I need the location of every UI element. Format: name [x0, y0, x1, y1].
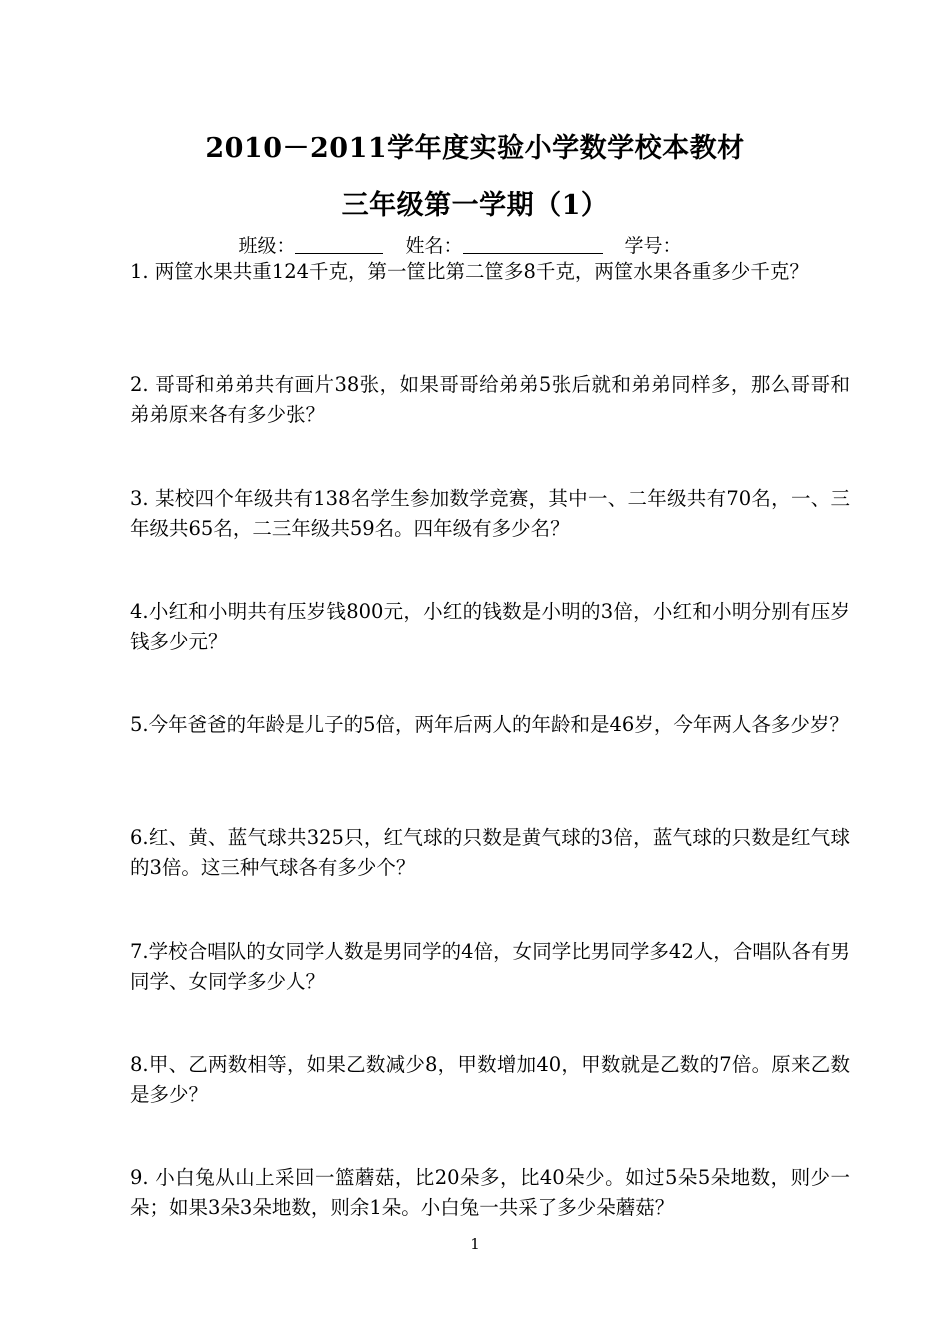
question-8: 8.甲、乙两数相等，如果乙数减少8，甲数增加40，甲数就是乙数的7倍。原来乙数是多少？ [130, 1053, 850, 1106]
question-2: 2. 哥哥和弟弟共有画片38张，如果哥哥给弟弟5张后就和弟弟同样多，那么哥哥和弟弟原来各有多少张？ [130, 373, 850, 426]
student-no-label: 学号： [624, 235, 682, 257]
name-label: 姓名： [405, 235, 463, 257]
class-blank[interactable] [295, 235, 383, 254]
question-1: 1. 两筐水果共重124千克，第一筐比第二筐多8千克，两筐水果各重多少千克？ [130, 260, 809, 283]
page-number: 1 [470, 1235, 480, 1253]
class-label: 班级： [238, 235, 296, 257]
question-4: 4.小红和小明共有压岁钱800元，小红的钱数是小明的3倍，小红和小明分别有压岁钱多少元？ [130, 600, 850, 653]
name-blank[interactable] [463, 235, 603, 254]
question-5: 5.今年爸爸的年龄是儿子的5倍，两年后两人的年龄和是46岁，今年两人各多少岁？ [130, 713, 849, 736]
question-7: 7.学校合唱队的女同学人数是男同学的4倍，女同学比男同学多42人，合唱队各有男同学、女同学多少人？ [130, 940, 850, 993]
student-info-line [0, 231, 950, 258]
question-6: 6.红、黄、蓝气球共325只，红气球的只数是黄气球的3倍，蓝气球的只数是红气球的3倍。这三种气球各有多少个？ [130, 826, 850, 879]
document-title: 2010－2011学年度实验小学数学校本教材 [205, 133, 745, 164]
document-subtitle: 三年级第一学期（1） [341, 190, 609, 221]
question-3: 3. 某校四个年级共有138名学生参加数学竞赛，其中一、二年级共有70名，一、三年级共65名，二三年级共59名。四年级有多少名？ [130, 487, 850, 540]
question-9: 9. 小白兔从山上采回一篮蘑菇，比20朵多，比40朵少。如过5朵5朵地数，则少一朵；如果3朵3朵地数，则余1朵。小白兔一共采了多少朵蘑菇？ [130, 1166, 850, 1219]
